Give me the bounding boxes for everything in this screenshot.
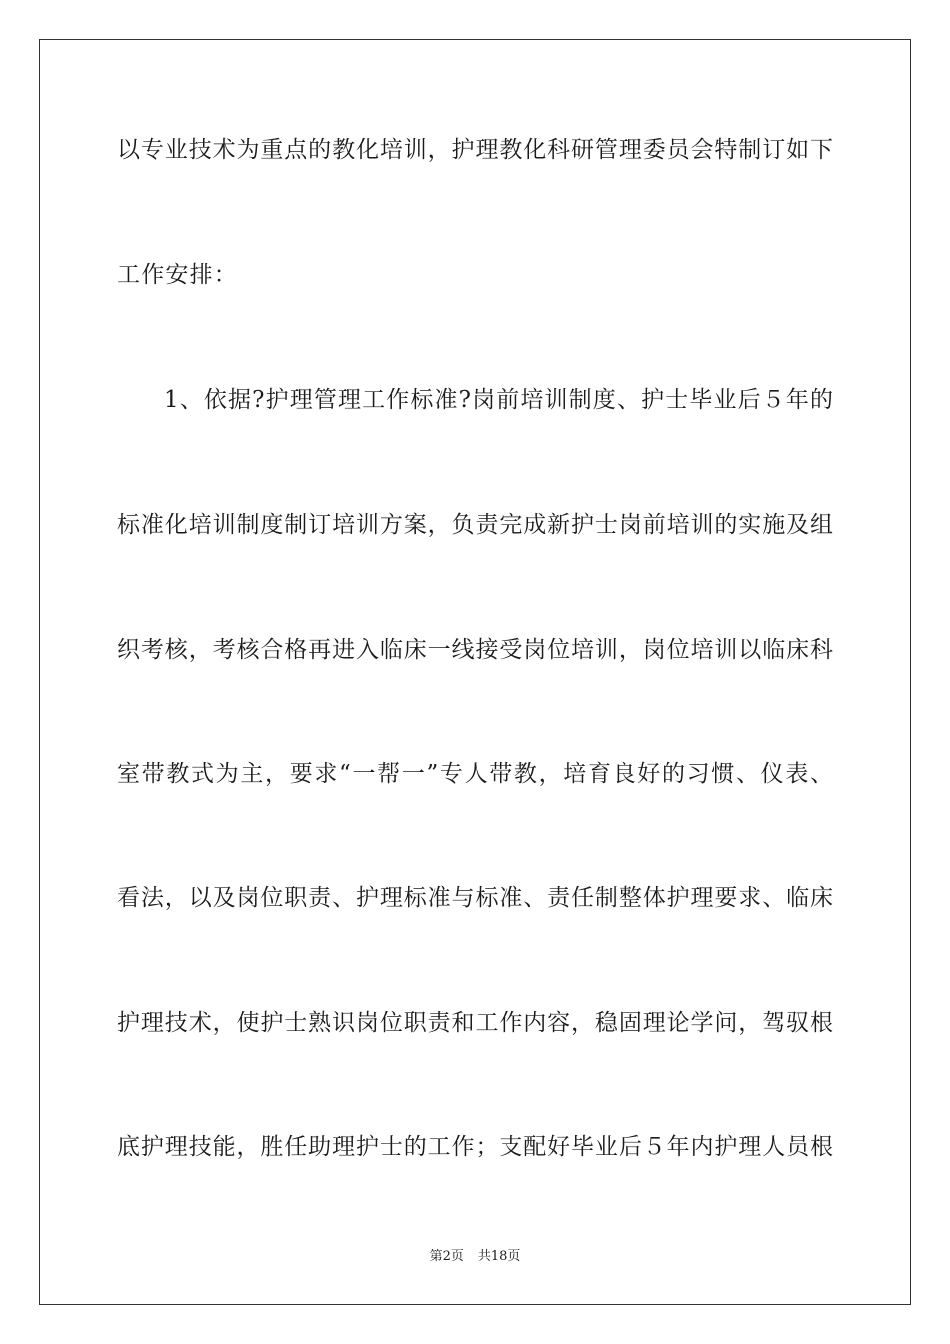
body-line-1: 以专业技术为重点的教化培训，护理教化科研管理委员会特制订如下	[117, 137, 833, 163]
page-number: 第2页	[429, 1249, 464, 1264]
body-line-8: 护理技术，使护士熟识岗位职责和工作内容，稳固理论学问，驾驭根	[117, 1010, 833, 1036]
body-line-5: 织考核，考核合格再进入临床一线接受岗位培训，岗位培训以临床科	[117, 637, 833, 663]
body-line-2: 工作安排：	[117, 262, 238, 288]
body-line-3: 1、依据?护理管理工作标准?岗前培训制度、护士毕业后５年的	[164, 387, 833, 413]
page-footer	[0, 1248, 950, 1266]
page-border	[39, 39, 911, 1305]
total-pages: 共18页	[477, 1249, 521, 1264]
body-line-7: 看法，以及岗位职责、护理标准与标准、责任制整体护理要求、临床	[117, 885, 833, 911]
body-line-6: 室带教式为主，要求“一帮一”专人带教，培育良好的习惯、仪表、	[117, 761, 833, 787]
body-line-4: 标准化培训制度制订培训方案，负责完成新护士岗前培训的实施及组	[117, 512, 833, 538]
body-line-9: 底护理技能，胜任助理护士的工作；支配好毕业后５年内护理人员根	[117, 1134, 833, 1160]
